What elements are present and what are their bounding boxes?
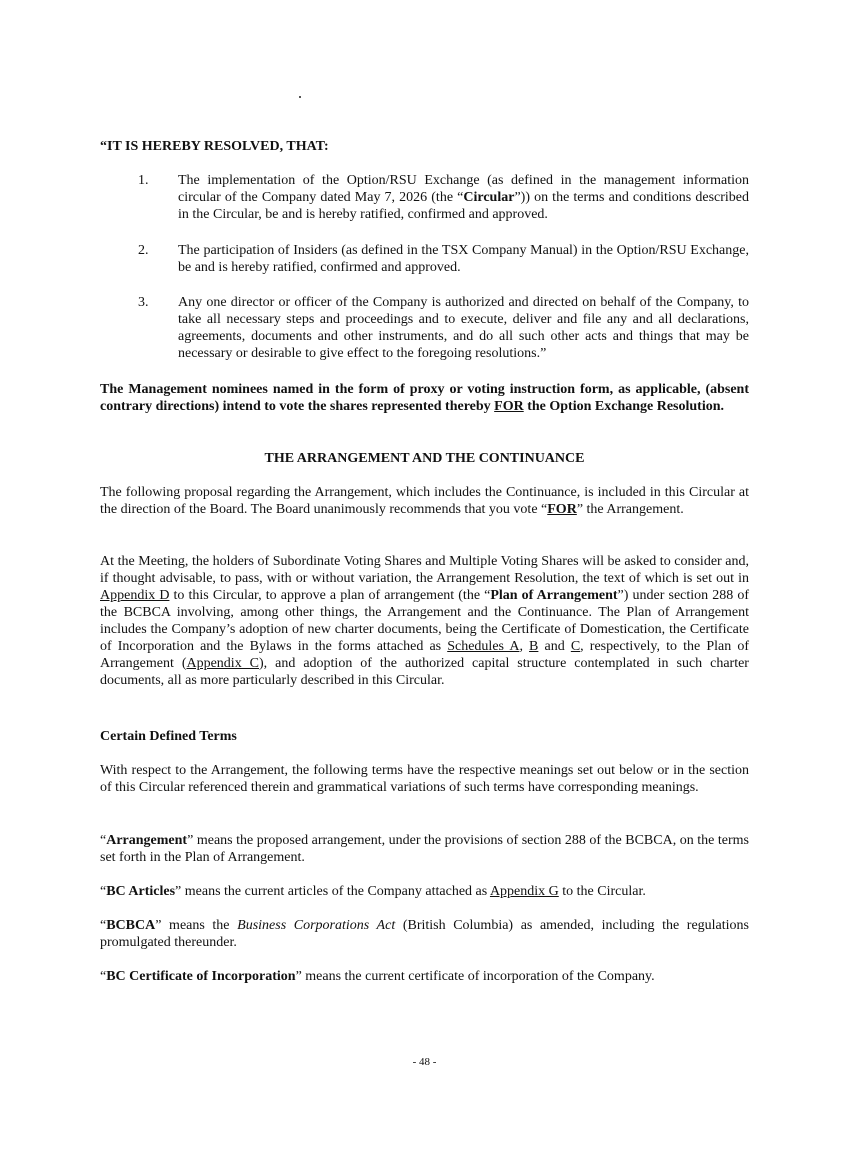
defined-terms-intro: With respect to the Arrangement, the following terms have the respective meanings set out below or in the section of this Circular referenced therein and grammatical variations of such terms have corresponding meanings. <box>100 763 749 795</box>
term-arrangement: Arrangement <box>106 833 188 848</box>
meeting-b: to this Circular, to approve a plan of arrangement (the “ <box>169 588 491 603</box>
management-note-for: FOR <box>494 399 524 414</box>
definition-bc-articles-text: ” means the current articles of the Company attached as <box>175 884 490 899</box>
term-bcbca: BCBCA <box>106 918 156 933</box>
meeting-e: and <box>538 639 571 654</box>
definition-bcbca <box>100 917 749 951</box>
defined-terms-heading: Certain Defined Terms <box>100 729 237 744</box>
item-1-text-c: ”)) on the terms and conditions described in the Circular, be and is hereby ratified, confirmed and approved. <box>178 190 749 222</box>
item-number-2: 2. <box>138 243 149 258</box>
stray-dot <box>299 96 301 98</box>
management-note-b: the Option Exchange Resolution. <box>523 399 725 414</box>
term-bc-articles: BC Articles <box>106 884 176 899</box>
page-number: - 48 - <box>412 1056 437 1068</box>
open-quote: “ <box>100 833 107 848</box>
meeting-c: ”) under section 288 of the BCBCA involving, among other things, the Arrangement and the Continuance. The Plan of Arrangement includes the Company’s adoption of new charter documents, being the Certificate of Domestication, the Certificate of Incorporation and the Bylaws in the forms attached as <box>100 588 750 654</box>
resolution-item-1 <box>178 172 749 223</box>
definition-bcbca-text: ” means the <box>155 918 238 933</box>
appendix-g-link[interactable]: Appendix G <box>489 884 559 899</box>
meeting-paragraph <box>100 553 749 689</box>
definition-bc-certificate-text: ” means the current certificate of incorporation of the Company. <box>295 969 655 984</box>
schedules-a-link[interactable]: Schedules A <box>447 639 520 654</box>
meeting-d: , <box>519 639 530 654</box>
proposal-for: FOR <box>547 502 577 517</box>
definition-bc-articles-end: to the Circular. <box>558 884 646 899</box>
meeting-f: , respectively, to the Plan of Arrangement ( <box>100 639 749 671</box>
resolution-item-3: Any one director or officer of the Company is authorized and directed on behalf of the Company, to take all necessary steps and proceedings and to execute, deliver and file any and all declarations, agreements, documents and other instruments, and do all such other acts and things that may be necessary or desirable to give effect to the foregoing resolutions.” <box>178 295 749 361</box>
circular-term: Circular <box>463 190 515 205</box>
appendix-c-link[interactable]: Appendix C <box>186 656 260 671</box>
resolved-heading: “IT IS HEREBY RESOLVED, THAT: <box>100 139 329 154</box>
item-number-3: 3. <box>138 295 149 310</box>
definition-bc-certificate <box>100 968 749 985</box>
definition-bcbca-end: (British Columbia) as amended, including the regulations promulgated thereunder. <box>100 918 749 950</box>
schedule-b-link[interactable]: B <box>529 639 539 654</box>
open-quote: “ <box>100 918 107 933</box>
schedule-c-link[interactable]: C <box>570 639 581 654</box>
definition-bc-articles <box>100 883 749 900</box>
term-bc-certificate: BC Certificate of Incorporation <box>106 969 296 984</box>
plan-of-arrangement-term: Plan of Arrangement <box>490 588 618 603</box>
definition-arrangement <box>100 832 749 866</box>
open-quote: “ <box>100 969 107 984</box>
item-1-text-a: The implementation of the Option/RSU Exchange (as defined in the management information circular of the Company dated May 7, 2026 (the “ <box>178 173 749 205</box>
open-quote: “ <box>100 884 107 899</box>
meeting-a: At the Meeting, the holders of Subordinate Voting Shares and Multiple Voting Shares will be asked to consider and, if thought advisable, to pass, with or without variation, the Arrangement Resolution, the text of which is set out in <box>100 554 749 586</box>
item-number-1: 1. <box>138 173 149 188</box>
management-note-a: The Management nominees named in the form of proxy or voting instruction form, as applicable, (absent contrary directions) intend to vote the shares represented thereby <box>100 382 749 414</box>
proposal-b: ” the Arrangement. <box>576 502 684 517</box>
management-note <box>100 381 749 415</box>
appendix-d-link[interactable]: Appendix D <box>100 588 170 603</box>
act-title: Business Corporations Act <box>237 918 396 933</box>
proposal-paragraph <box>100 484 749 518</box>
resolution-item-2: The participation of Insiders (as defined in the TSX Company Manual) in the Option/RSU Exchange, be and is hereby ratified, confirmed and approved. <box>178 243 749 275</box>
definition-arrangement-text: ” means the proposed arrangement, under the provisions of section 288 of the BCBCA, on the terms set forth in the Plan of Arrangement. <box>100 833 749 865</box>
proposal-a: The following proposal regarding the Arrangement, which includes the Continuance, is included in this Circular at the direction of the Board. The Board unanimously recommends that you vote “ <box>100 485 749 517</box>
meeting-g: ), and adoption of the authorized capital structure contemplated in such charter documents, all as more particularly described in this Circular. <box>100 656 749 688</box>
section-title: THE ARRANGEMENT AND THE CONTINUANCE <box>264 451 585 466</box>
